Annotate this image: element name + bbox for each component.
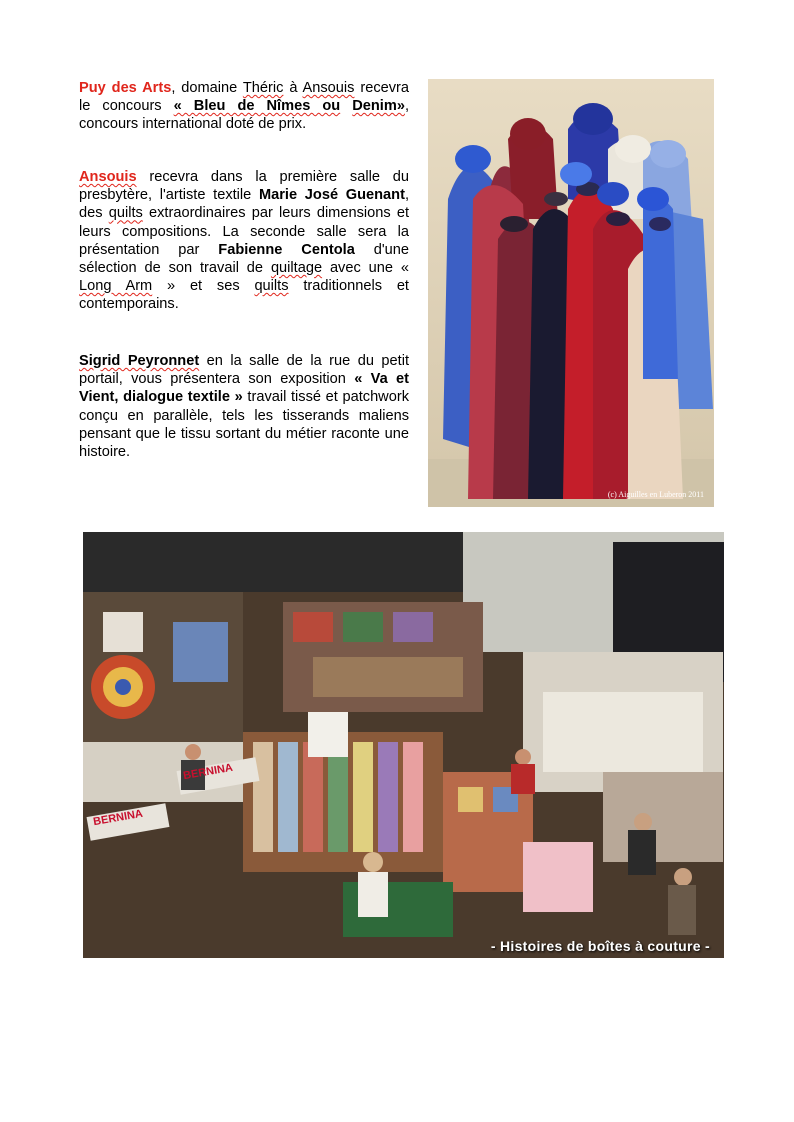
photo-draped-fabrics	[428, 79, 714, 507]
artist-name: Fabienne Centola	[218, 241, 355, 258]
paragraph-puy-des-arts: Puy des Arts, domaine Théric à Ansouis recevra le concours « Bleu de Nîmes ou Denim», concours international doté de prix.	[79, 80, 410, 133]
bernina-sign: BERNINA	[182, 761, 234, 783]
contest-name-denim: Denim»	[352, 98, 405, 115]
spellcheck-word: Ansouis	[302, 80, 355, 96]
photo-caption: - Histoires de boîtes à couture -	[490, 938, 710, 954]
paragraph-sigrid: Sigrid Peyronnet en la salle de la rue du petit portail, vous présentera son exposition « Va et Vient, dialogue textile » travail tissé et patchwork conçu en parallèle, tels les tisserands maliens pensant que le tissu sortant du métier raconte une histoire.	[79, 353, 410, 461]
exhibition-name: « Va et Vient, dialogue textile »	[79, 371, 410, 406]
contest-name: « Bleu de Nîmes ou	[173, 98, 341, 115]
spellcheck-word: Long Arm	[79, 278, 153, 295]
spellcheck-word: quiltage	[270, 260, 323, 277]
spellcheck-word: quilts	[108, 205, 143, 222]
draped-fabrics-image	[428, 79, 714, 507]
photo-copyright: (c) Aiguilles en Luberon 2011	[607, 490, 704, 499]
venue-name: Puy des Arts	[79, 80, 172, 96]
spellcheck-word: Théric	[242, 80, 284, 96]
exhibition-hall-image	[83, 532, 724, 958]
photo-exhibition-hall	[83, 532, 724, 958]
artist-name: Sigrid Peyronnet	[79, 353, 200, 369]
artist-name: Marie José Guenant	[258, 187, 405, 204]
paragraph-ansouis: Ansouis recevra dans la première salle du presbytère, l'artiste textile Marie José Guenant, des quilts extraordinaires par leurs dimensions et leurs compositions. La seconde salle sera la présentation par Fabienne Centola d'une sélection de son travail de quiltage avec une « Long Arm » et ses quilts traditionnels et contemporains.	[79, 169, 410, 313]
spellcheck-word: quilts	[254, 278, 289, 295]
town-name: Ansouis	[79, 169, 137, 185]
bernina-sign: BERNINA	[92, 807, 144, 829]
